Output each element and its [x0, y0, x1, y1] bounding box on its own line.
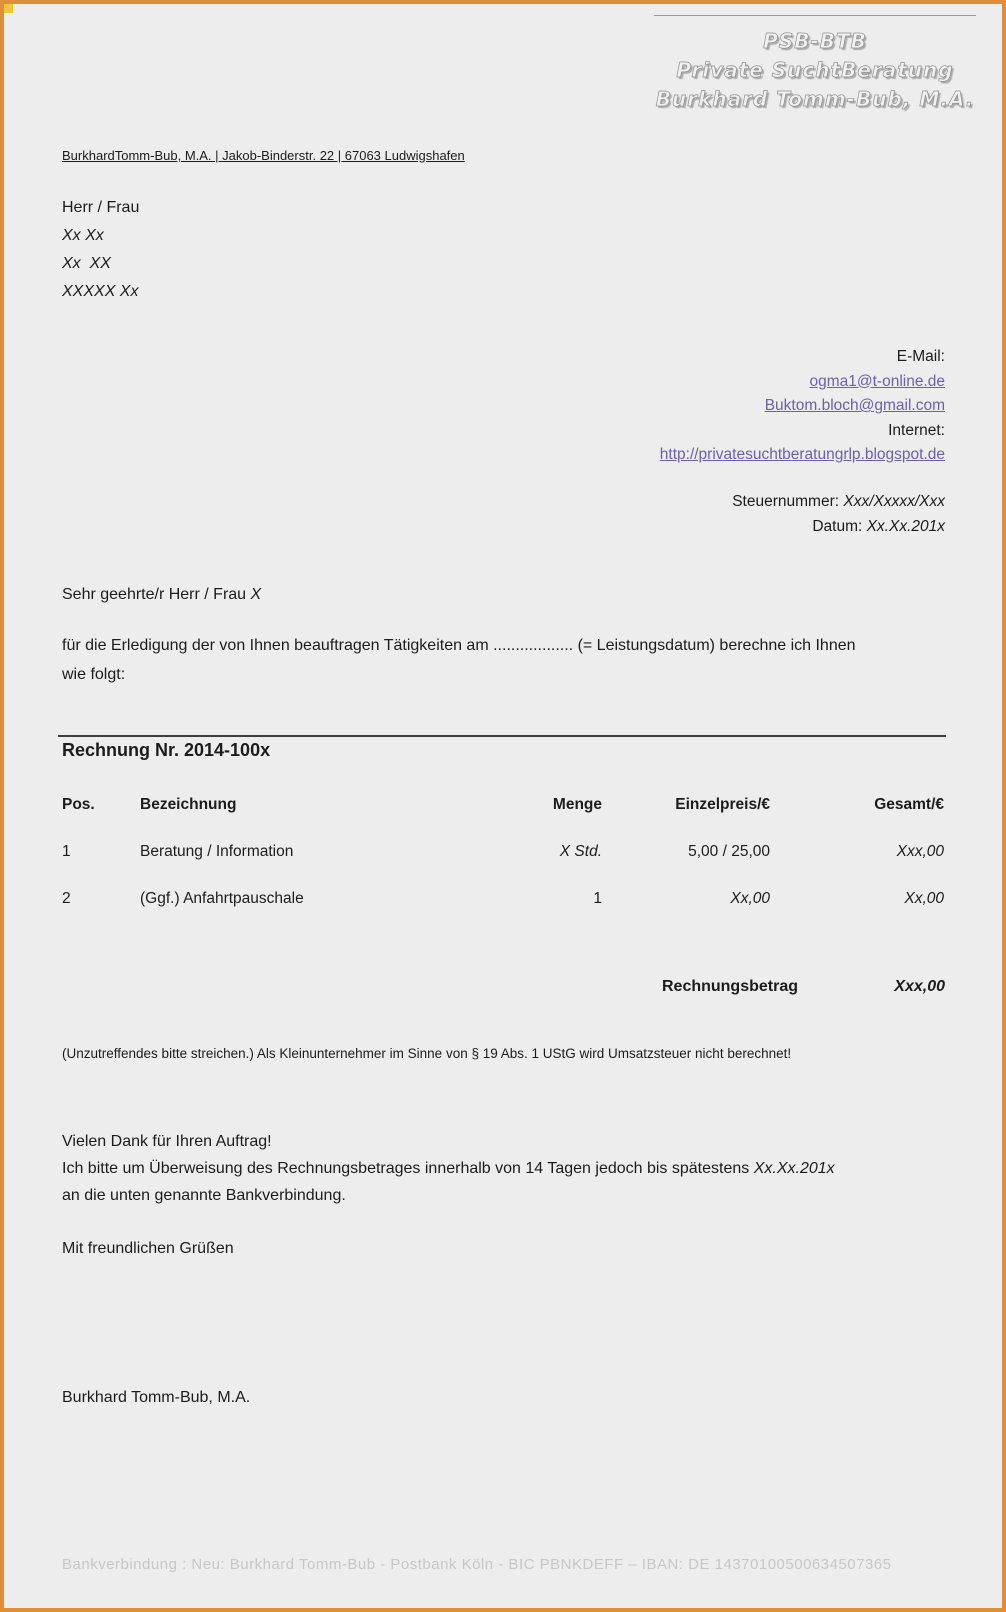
recipient-name-line3: XXXXX Xx	[62, 283, 139, 300]
letterhead	[654, 15, 976, 114]
corner-accent	[4, 4, 13, 13]
closing-paragraph	[62, 1128, 835, 1209]
tax-number-value: Xxx/Xxxxx/Xxx	[843, 493, 945, 510]
greeting-placeholder: X	[250, 586, 262, 603]
column-header-total: Gesamt/€	[874, 796, 944, 813]
invoice-table	[62, 790, 944, 931]
recipient-salutation: Herr / Frau	[62, 199, 140, 216]
invoice-rows	[62, 837, 944, 913]
invoice-row	[62, 837, 944, 866]
tax-number-label: Steuernummer:	[732, 493, 844, 510]
email-link-primary[interactable]: ogma1@t-online.de	[809, 372, 945, 390]
email-label: E-Mail:	[896, 348, 945, 365]
payment-due-date: Xx.Xx.201x	[753, 1160, 835, 1177]
column-header-quantity: Menge	[552, 796, 602, 813]
tax-exemption-note: (Unzutreffendes bitte streichen.) Als Kleinunternehmer im Sinne von § 19 Abs. 1 UStG wird Umsatzsteuer nicht berechnet!	[62, 1046, 792, 1061]
website-link[interactable]: http://privatesuchtberatungrlp.blogspot.de	[659, 446, 945, 463]
invoice-title: Rechnung Nr. 2014-100x	[62, 740, 271, 760]
invoice-cell-pos: 2	[62, 890, 71, 907]
invoice-cell-qty: 1	[593, 890, 602, 907]
invoice-cell-total: Xxx,00	[896, 843, 944, 860]
payment-terms-line	[62, 1155, 835, 1182]
bank-details-footer: Bankverbindung : Neu: Burkhard Tomm-Bub - Postbank Köln - BIC PBNKDEFF – IBAN: DE 14370100500634507365	[62, 1556, 892, 1573]
invoice-cell-total: Xx,00	[904, 890, 944, 907]
letterhead-brand: PSB-BTB	[763, 29, 867, 53]
date-line	[732, 514, 945, 539]
contact-block	[660, 345, 945, 468]
payment-terms-text: Ich bitte um Überweisung des Rechnungsbetrages innerhalb von 14 Tagen jedoch bis spätestens	[62, 1160, 754, 1177]
meta-block	[732, 489, 945, 539]
signature-name: Burkhard Tomm-Bub, M.A.	[62, 1389, 251, 1406]
recipient-name-line2: Xx XX	[62, 255, 111, 272]
column-header-unit-price: Einzelpreis/€	[675, 796, 770, 813]
thanks-line: Vielen Dank für Ihren Auftrag!	[62, 1133, 272, 1150]
column-header-description: Bezeichnung	[140, 796, 237, 813]
greeting-line	[62, 586, 261, 604]
invoice-cell-unit: 5,00 / 25,00	[688, 843, 770, 860]
intro-line2: wie folgt:	[62, 666, 126, 683]
internet-label: Internet:	[888, 421, 945, 439]
invoice-total-row	[661, 978, 945, 996]
date-label: Datum:	[812, 518, 867, 535]
total-label: Rechnungsbetrag	[661, 978, 798, 995]
date-value: Xx.Xx.201x	[866, 518, 945, 535]
sender-address-line: BurkhardTomm-Bub, M.A. | Jakob-Binderstr. 22 | 67063 Ludwigshafen	[62, 148, 465, 163]
bank-reference-line: an die unten genannte Bankverbindung.	[62, 1187, 346, 1204]
intro-paragraph	[62, 631, 950, 689]
invoice-cell-pos: 1	[62, 843, 71, 860]
recipient-block	[62, 194, 139, 306]
invoice-cell-desc: (Ggf.) Anfahrtpauschale	[140, 890, 304, 907]
tax-number-line	[732, 489, 945, 514]
column-header-pos: Pos.	[62, 796, 95, 813]
regards-line: Mit freundlichen Grüßen	[62, 1240, 234, 1257]
letterhead-owner: Burkhard Tomm-Bub, M.A.	[655, 87, 975, 111]
recipient-name-line1: Xx Xx	[62, 227, 104, 244]
letterhead-subtitle: Private SuchtBeratung	[676, 58, 954, 82]
letterhead-divider	[654, 15, 976, 16]
invoice-cell-unit: Xx,00	[730, 890, 770, 907]
greeting-text: Sehr geehrte/r Herr / Frau	[62, 586, 251, 603]
invoice-cell-qty: X Std.	[559, 843, 602, 860]
invoice-row	[62, 884, 944, 913]
invoice-table-header	[62, 790, 944, 819]
intro-line1: für die Erledigung der von Ihnen beauftragen Tätigkeiten am .................. (= Leistungsdatum) berechne ich Ihnen	[62, 637, 856, 654]
email-link-secondary[interactable]: Buktom.bloch@gmail.com	[764, 397, 945, 414]
invoice-cell-desc: Beratung / Information	[140, 843, 294, 860]
section-divider	[58, 735, 946, 737]
total-value: Xxx,00	[894, 978, 945, 995]
